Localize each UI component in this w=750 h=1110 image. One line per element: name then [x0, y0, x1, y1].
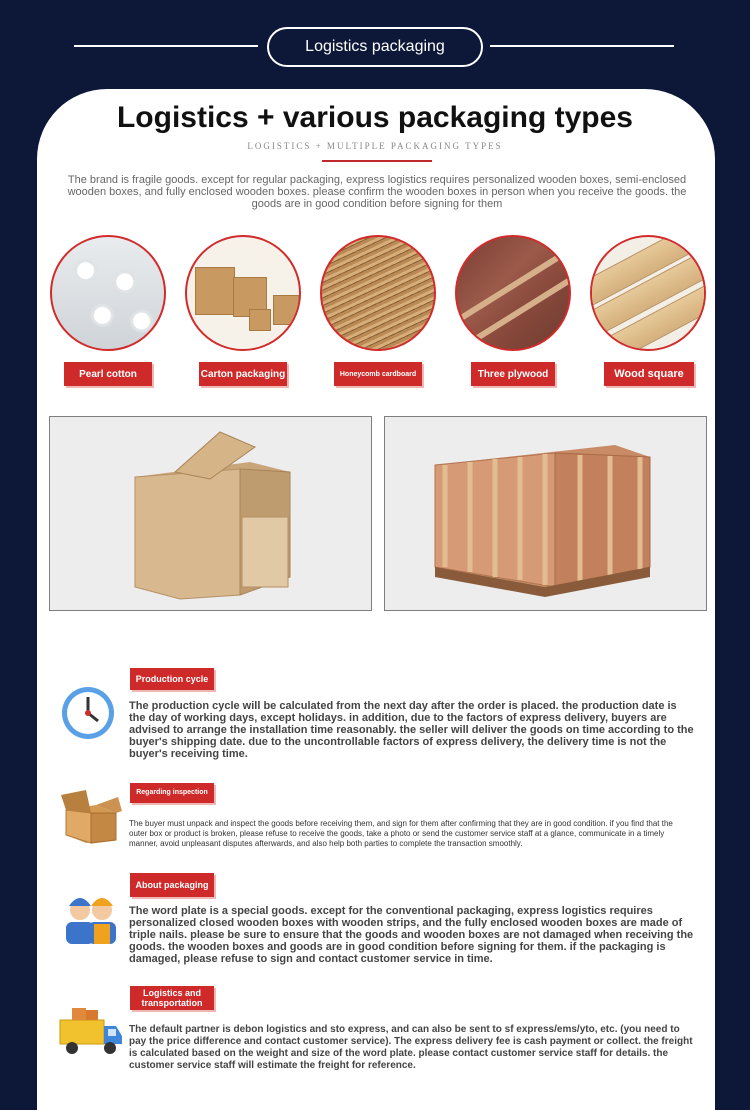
material-label: Three plywood — [471, 362, 555, 386]
material-honeycomb — [320, 235, 438, 378]
page-subtitle: LOGISTICS + MULTIPLE PACKAGING TYPES — [247, 141, 503, 151]
wood-square-image — [590, 235, 706, 351]
section-text-packaging: The word plate is a special goods. except for the conventional packaging, express logistics requires personalized closed wooden boxes with wooden strips, and the fully enclosed wooden boxes are made of triple nails. please be sure to ensure that the goods and wooden boxes are not damaged when receiving the goods. the wooden boxes and goods are in good condition before signing for them. if the packaging is damaged, please refuse to sign and contact customer service in time. — [129, 905, 694, 965]
section-label-production: Production cycle — [130, 668, 214, 690]
title-underline — [322, 160, 432, 162]
material-pearl-cotton — [50, 235, 168, 380]
header-rule-right — [490, 45, 674, 47]
truck-icon — [58, 1006, 124, 1063]
honeycomb-cardboard-image — [320, 235, 436, 351]
wooden-crate-photo — [384, 416, 707, 611]
material-label: Wood square — [604, 362, 694, 386]
section-label-logistics: Logistics and transportation — [130, 986, 214, 1010]
intro-text: The brand is fragile goods. except for regular packaging, express logistics requires personalized wooden boxes, semi-enclosed wooden boxes, and fully enclosed wooden boxes. please confirm the wooden boxes in person when you receive the goods. the goods are in good condition before signing for them — [67, 174, 687, 210]
material-plywood — [455, 235, 573, 380]
material-carton — [185, 235, 303, 380]
material-label: Honeycomb cardboard — [334, 362, 422, 386]
carton-image — [185, 235, 301, 351]
page-title: Logistics + various packaging types — [116, 101, 633, 134]
clock-icon — [60, 685, 116, 746]
section-text-inspection: The buyer must unpack and inspect the goods before receiving them, and sign for them after confirming that they are in good condition. if you find that the outer box or product is broken, please refuse to receive the goods, take a photo or send the customer service staff at a glance, communicate in a timely manner, avoid unpleasant disputes afterwards, and also help both parties to complete the transaction smoothly. — [129, 819, 673, 848]
material-label: Pearl cotton — [64, 362, 152, 386]
section-text-production: The production cycle will be calculated from the next day after the order is placed. the production date is the day of working days, except holidays. in addition, due to the factors of express delivery, buyers are advised to arrange the installation time reasonably. the seller will deliver the goods on time according to the buyer's shipping date. due to the uncontrollable factors of express delivery, the delivery time is not the buyer's receiving time. — [129, 700, 694, 760]
plywood-image — [455, 235, 571, 351]
pearl-cotton-image — [50, 235, 166, 351]
header-badge: Logistics packaging — [267, 27, 483, 67]
section-label-packaging: About packaging — [130, 873, 214, 897]
material-label: Carton packaging — [199, 362, 287, 386]
workers-icon — [58, 888, 124, 951]
section-label-inspection: Regarding inspection — [130, 783, 214, 803]
open-box-icon — [56, 785, 126, 850]
honeycomb-box-photo — [49, 416, 372, 611]
material-wood-square — [590, 235, 708, 380]
section-text-logistics: The default partner is debon logistics and sto express, and can also be sent to sf express/ems/yto, etc. (you need to pay the price difference and contact customer service). The express delivery fee is cash payment or collect. the freight is calculated based on the weight and size of the word plate. please contact customer service staff for details. the customer service staff will estimate the freight for reference. — [129, 1024, 693, 1071]
header-rule-left — [74, 45, 258, 47]
